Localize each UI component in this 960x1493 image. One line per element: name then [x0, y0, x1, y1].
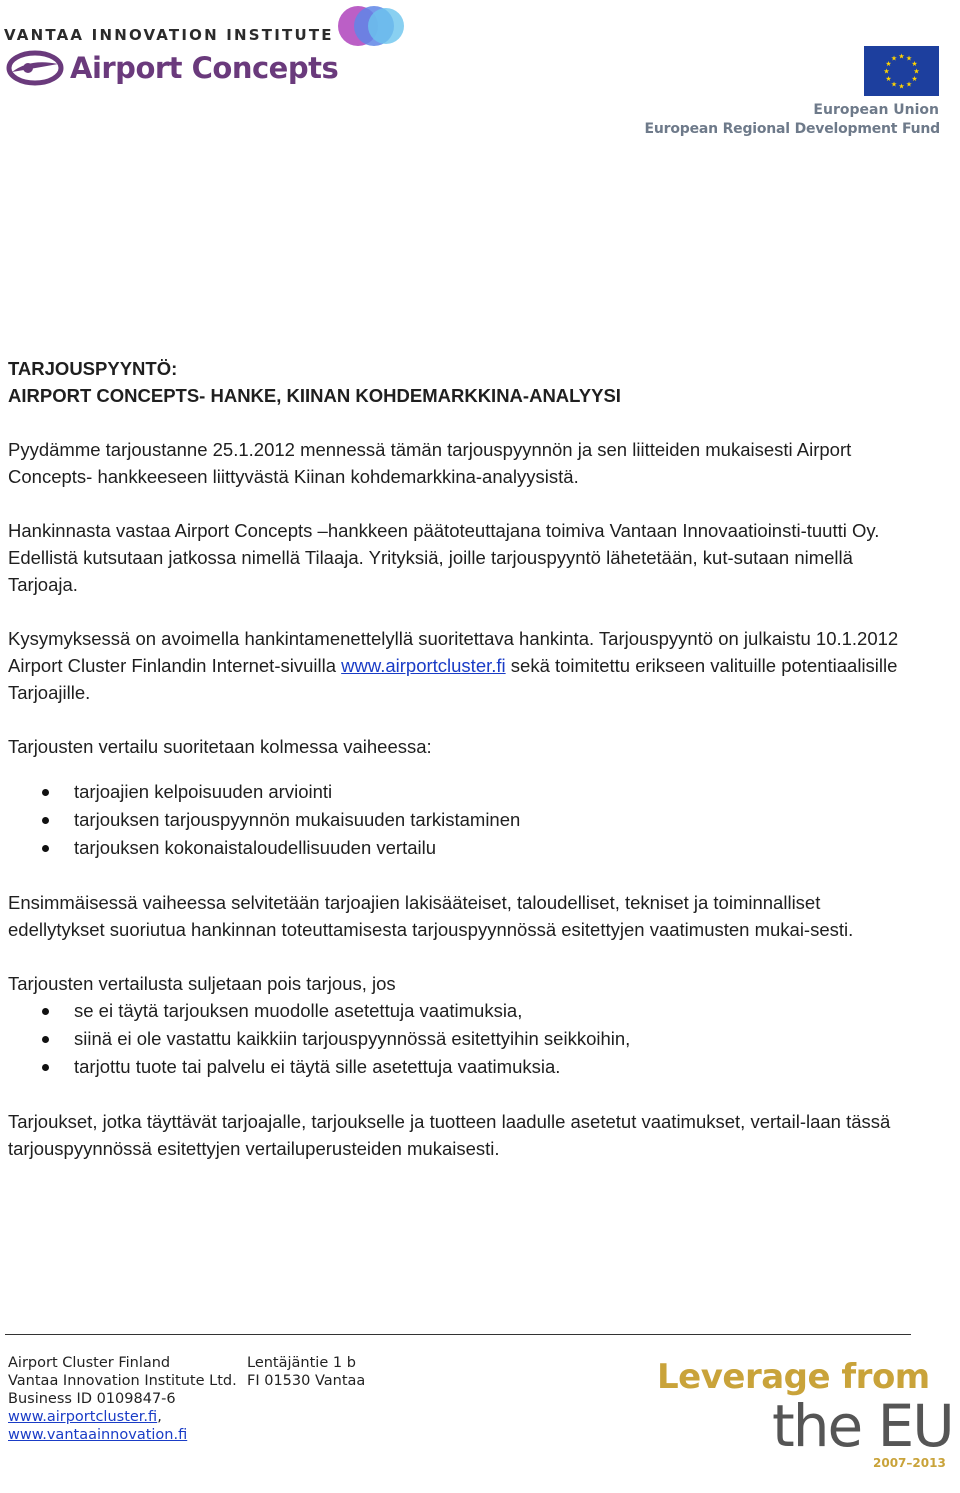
list-item: siinä ei ole vastattu kaikkiin tarjouspyynnössä esitettyihin seikkoihin,	[8, 1025, 913, 1053]
erdf-label: European Regional Development Fund	[644, 121, 940, 137]
paragraph-procedure	[8, 625, 913, 706]
eu-star: ★	[905, 55, 913, 63]
footer-airportcluster-link[interactable]: www.airportcluster.fi	[8, 1409, 158, 1425]
list-item: tarjottu tuote tai palvelu ei täytä sille asetettuja vaatimuksia.	[8, 1053, 913, 1081]
eu-star: ★	[890, 81, 898, 89]
document-title-line1: TARJOUSPYYNTÖ:	[8, 358, 178, 379]
list-item: tarjouksen kokonaistaloudellisuuden vertailu	[8, 834, 913, 862]
eu-star: ★	[883, 68, 890, 76]
footer-company-legal: Vantaa Innovation Institute Ltd.	[8, 1373, 237, 1389]
leverage-logo-line2: the EU	[772, 1392, 953, 1460]
paragraph-procedure-text-end: sekä toimitettu erikseen valituille potentiaalisille Tarjoajille.	[8, 655, 898, 703]
eu-label: European Union	[813, 102, 939, 118]
eu-star: ★	[898, 53, 905, 61]
eu-star: ★	[911, 76, 918, 83]
list-item: se ei täytä tarjouksen muodolle asetettuja vaatimuksia,	[8, 997, 913, 1025]
eu-star: ★	[890, 55, 898, 63]
eu-star: ★	[885, 76, 892, 83]
document-title-line2: AIRPORT CONCEPTS- HANKE, KIINAN KOHDEMARKKINA-ANALYYSI	[8, 385, 621, 406]
footer-company-info	[8, 1354, 237, 1444]
footer-postal: FI 01530 Vantaa	[247, 1373, 366, 1389]
footer-company-name: Airport Cluster Finland	[8, 1355, 171, 1371]
institute-name: VANTAA INNOVATION INSTITUTE	[4, 26, 334, 44]
eu-stars-icon	[864, 46, 939, 96]
airport-concepts-wordmark: Airport Concepts	[70, 51, 339, 85]
eu-star: ★	[898, 83, 905, 91]
paragraph-first-phase: Ensimmäisessä vaiheessa selvitetään tarjoajien lakisääteiset, taloudelliset, tekniset ja toiminnalliset edellytykset suoriutua hankinnan toteuttamisesta tarjouspyynnössä esitettyjen vaatimusten mukai-sesti.	[8, 892, 854, 940]
phases-list	[8, 778, 913, 862]
list-item: tarjouksen tarjouspyynnön mukaisuuden tarkistaminen	[8, 806, 913, 834]
paragraph-exclusion-intro: Tarjousten vertailusta suljetaan pois tarjous, jos	[8, 973, 396, 994]
list-item: tarjoajien kelpoisuuden arviointi	[8, 778, 913, 806]
paragraph-phases-intro: Tarjousten vertailu suoritetaan kolmessa vaiheessa:	[8, 736, 432, 757]
vii-circles-logo	[334, 2, 406, 50]
airport-concepts-swoosh-icon	[6, 48, 64, 88]
document-body	[8, 355, 913, 1189]
paragraph-procurer: Hankinnasta vastaa Airport Concepts –hankkeen päätoteuttajana toimiva Vantaan Innovaatioinsti-tuutti Oy. Edellistä kutsutaan jatkossa nimellä Tilaaja. Yrityksiä, joille tarjouspyyntö lähetetään, kut-sutaan nimellä Tarjoaja.	[8, 520, 880, 595]
eu-star: ★	[911, 61, 918, 68]
eu-star: ★	[885, 61, 892, 68]
footer-link-separator: ,	[157, 1409, 162, 1425]
footer-vantaainnovation-link[interactable]: www.vantaainnovation.fi	[8, 1427, 188, 1443]
exclusion-list	[8, 997, 913, 1081]
footer-address	[247, 1354, 365, 1390]
airport-concepts-logo	[6, 48, 338, 88]
paragraph-procedure-text-start: Kysymyksessä on avoimella hankintamenettelyllä suoritettava hankinta. Tarjouspyyntö on julkaistu 10.1.2012 Airport Cluster Finlandin Internet-sivuilla	[8, 628, 899, 676]
paragraph-deadline: Pyydämme tarjoustanne 25.1.2012 mennessä tämän tarjouspyynnön ja sen liitteiden mukaisesti Airport Concepts- hankkeeseen liittyvästä Kiinan kohdemarkkina-analyysistä.	[8, 439, 852, 487]
eu-star: ★	[905, 81, 913, 89]
airportcluster-link[interactable]: www.airportcluster.fi	[341, 655, 506, 676]
leverage-logo-years: 2007–2013	[873, 1456, 946, 1470]
footer-street: Lentäjäntie 1 b	[247, 1355, 356, 1371]
eu-star: ★	[913, 68, 920, 76]
paragraph-comparison: Tarjoukset, jotka täyttävät tarjoajalle, tarjoukselle ja tuotteen laadulle asetetut vaatimukset, vertail-laan tässä tarjouspyynnössä esitettyjen vertailuperusteiden mukaisesti.	[8, 1111, 891, 1159]
leverage-logo-line1: Leverage from	[657, 1357, 930, 1397]
footer-business-id: Business ID 0109847-6	[8, 1391, 176, 1407]
footer-divider	[5, 1334, 911, 1335]
eu-flag	[864, 46, 939, 96]
